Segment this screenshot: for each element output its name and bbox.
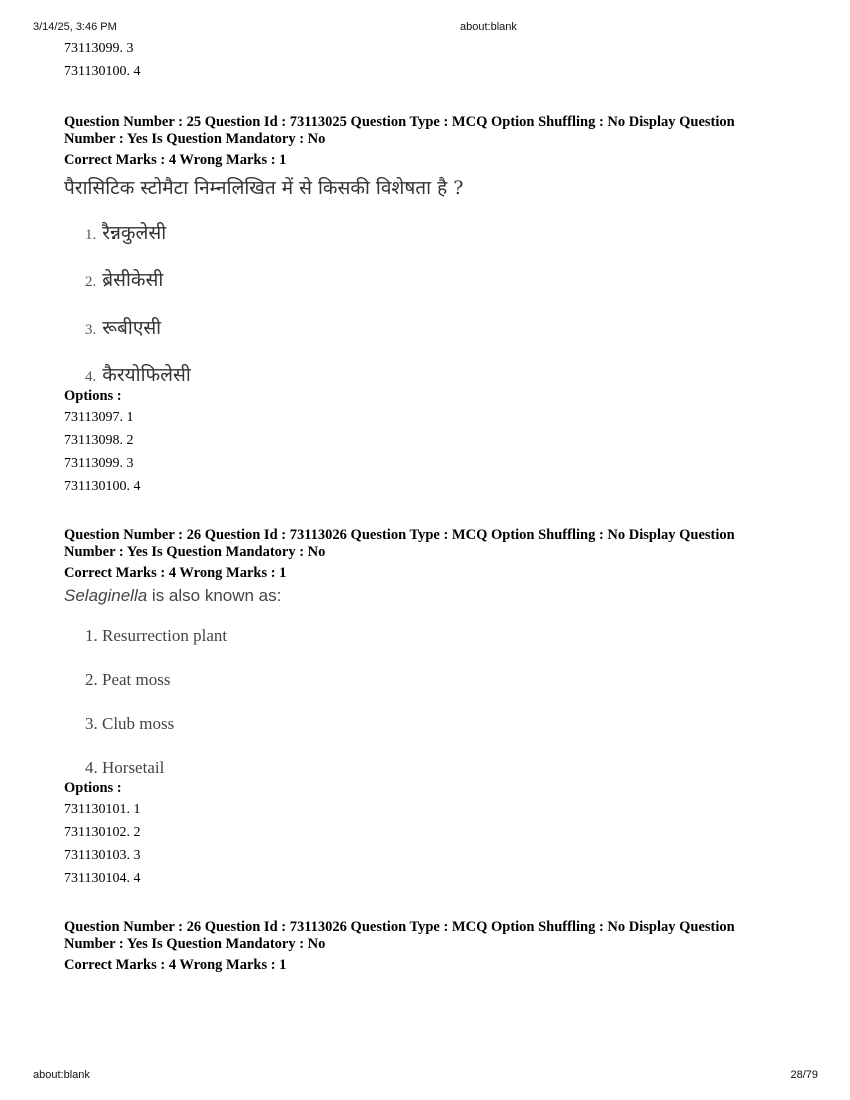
question-meta: Number : Yes Is Question Mandatory : No bbox=[64, 131, 326, 147]
choice-text: कैरयोफिलेसी bbox=[102, 364, 191, 386]
choice-text: रूबीएसी bbox=[102, 317, 162, 339]
options-label: Options : bbox=[64, 780, 122, 796]
choice-number: 4. bbox=[85, 369, 97, 385]
footer-url: about:blank bbox=[33, 1069, 90, 1081]
option-id: 73113098. 2 bbox=[64, 433, 134, 448]
choice-item bbox=[85, 266, 163, 292]
option-id: 731130103. 3 bbox=[64, 848, 141, 863]
option-id: 73113097. 1 bbox=[64, 410, 134, 425]
option-id: 731130101. 1 bbox=[64, 802, 141, 817]
choice-item: 2. Peat moss bbox=[85, 670, 171, 689]
choice-text: ब्रेसीकेसी bbox=[102, 269, 164, 291]
question-marks: Correct Marks : 4 Wrong Marks : 1 bbox=[64, 957, 287, 973]
question-rest: is also known as: bbox=[147, 586, 282, 605]
option-id: 731130102. 2 bbox=[64, 825, 141, 840]
choice-item bbox=[85, 361, 191, 387]
choice-number: 1. bbox=[85, 227, 97, 243]
option-id: 731130100. 4 bbox=[64, 64, 141, 79]
question-meta: Question Number : 25 Question Id : 73113025 Question Type : MCQ Option Shuffling : No Display Question bbox=[64, 114, 735, 130]
choice-number: 3. bbox=[85, 322, 97, 338]
choice-item bbox=[85, 219, 166, 245]
question-text bbox=[64, 586, 281, 606]
question-italic-term: Selaginella bbox=[64, 586, 148, 605]
question-marks: Correct Marks : 4 Wrong Marks : 1 bbox=[64, 565, 287, 581]
choice-item: 3. Club moss bbox=[85, 714, 175, 733]
options-label: Options : bbox=[64, 388, 122, 404]
option-id: 731130100. 4 bbox=[64, 479, 141, 494]
question-meta: Question Number : 26 Question Id : 73113026 Question Type : MCQ Option Shuffling : No Display Question bbox=[64, 919, 735, 935]
option-id: 73113099. 3 bbox=[64, 456, 134, 471]
page-number: 28/79 bbox=[790, 1069, 818, 1081]
choice-item bbox=[85, 314, 161, 340]
option-id: 731130104. 4 bbox=[64, 871, 141, 886]
question-marks: Correct Marks : 4 Wrong Marks : 1 bbox=[64, 152, 287, 168]
choice-text: रैन्नकुलेसी bbox=[102, 222, 167, 244]
question-meta: Number : Yes Is Question Mandatory : No bbox=[64, 936, 326, 952]
choice-item: 1. Resurrection plant bbox=[85, 626, 228, 645]
question-meta: Number : Yes Is Question Mandatory : No bbox=[64, 544, 326, 560]
choice-number: 2. bbox=[85, 274, 97, 290]
question-text: पैरासिटिक स्टोमैटा निम्नलिखित में से किसकी विशेषता है ? bbox=[64, 177, 464, 199]
question-meta: Question Number : 26 Question Id : 73113026 Question Type : MCQ Option Shuffling : No Display Question bbox=[64, 527, 735, 543]
print-datetime: 3/14/25, 3:46 PM bbox=[33, 21, 117, 33]
option-id: 73113099. 3 bbox=[64, 41, 134, 56]
choice-item: 4. Horsetail bbox=[85, 758, 165, 777]
print-url: about:blank bbox=[460, 21, 517, 33]
